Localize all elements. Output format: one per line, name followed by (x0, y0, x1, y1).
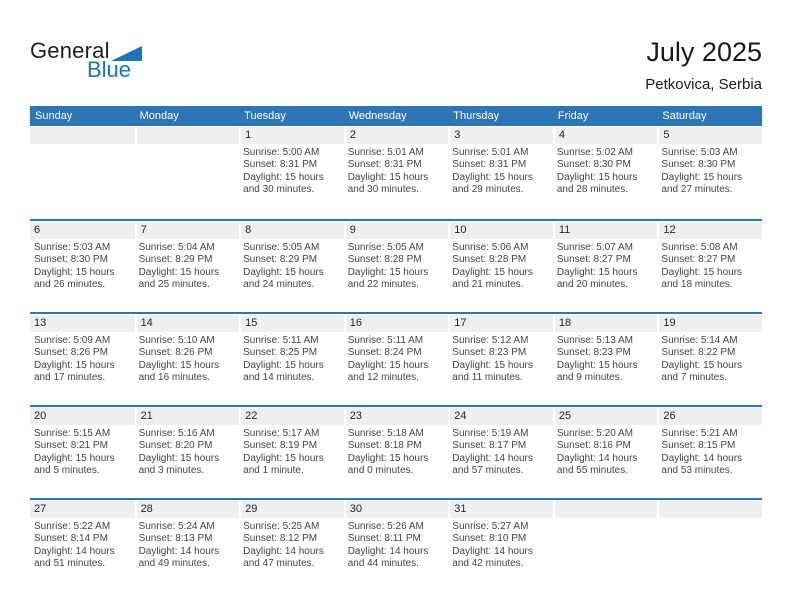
day-details (448, 518, 553, 571)
daylight-text-line2: and 53 minutes. (661, 465, 733, 477)
day-cell (30, 126, 135, 219)
daylight-text-line2: and 7 minutes. (661, 372, 728, 384)
weekday-header: Tuesday (244, 110, 286, 122)
sunset-text: Sunset: 8:10 PM (452, 533, 527, 545)
logo-text-general: General (30, 38, 110, 63)
daylight-text-line1: Daylight: 14 hours (556, 452, 638, 464)
weekday-header: Friday (557, 110, 589, 122)
day-number: 19 (657, 315, 762, 332)
day-number: 22 (239, 408, 344, 425)
day-number: 18 (553, 315, 658, 332)
day-details (553, 425, 658, 478)
location-subtitle: Petkovica, Serbia (645, 76, 762, 93)
daylight-text-line1: Daylight: 15 hours (347, 266, 429, 278)
day-details (448, 144, 553, 197)
day-number: 23 (344, 408, 449, 425)
day-cell (135, 221, 240, 312)
daylight-text-line2: and 11 minutes. (452, 372, 523, 384)
daylight-text-line1: Daylight: 14 hours (347, 545, 429, 557)
sunrise-text: Sunrise: 5:09 AM (34, 335, 111, 346)
daylight-text-line2: and 24 minutes. (243, 279, 315, 291)
sunrise-text: Sunrise: 5:15 AM (34, 428, 111, 439)
weekday-header: Saturday (662, 110, 707, 122)
sunrise-text: Sunrise: 5:11 AM (347, 335, 424, 346)
general-blue-logo (30, 38, 170, 83)
day-details (135, 332, 240, 385)
day-number: 25 (553, 408, 658, 425)
day-cell (448, 407, 553, 498)
daylight-text-line2: and 12 minutes. (347, 372, 419, 384)
day-cell (135, 500, 240, 591)
day-number: 13 (30, 315, 135, 332)
daylight-text-line2: and 1 minute. (243, 465, 304, 477)
sunset-text: Sunset: 8:29 PM (243, 254, 318, 266)
day-details (553, 332, 658, 385)
sunset-text: Sunset: 8:11 PM (347, 533, 421, 545)
daylight-text-line1: Daylight: 15 hours (34, 359, 115, 371)
page-header (30, 36, 762, 102)
sunrise-text: Sunrise: 5:22 AM (34, 521, 111, 532)
calendar-table (30, 106, 762, 591)
day-number: 29 (239, 501, 344, 518)
day-number: 10 (448, 222, 553, 239)
daylight-text-line1: Daylight: 15 hours (556, 171, 638, 183)
week-row (30, 405, 762, 498)
day-details (344, 518, 449, 571)
daylight-text-line1: Daylight: 15 hours (138, 266, 220, 278)
day-number-band (657, 501, 762, 518)
sunset-text: Sunset: 8:20 PM (138, 440, 213, 452)
day-number: 14 (135, 315, 240, 332)
day-details (657, 425, 762, 478)
daylight-text-line2: and 27 minutes. (661, 184, 733, 196)
daylight-text-line2: and 0 minutes. (347, 465, 414, 477)
daylight-text-line1: Daylight: 14 hours (243, 545, 324, 557)
day-cell (553, 126, 658, 219)
sunrise-text: Sunrise: 5:07 AM (556, 242, 633, 253)
daylight-text-line2: and 49 minutes. (138, 558, 210, 570)
day-details (448, 425, 553, 478)
day-details (30, 332, 135, 385)
day-number: 27 (30, 501, 135, 518)
day-details (30, 239, 135, 292)
sunset-text: Sunset: 8:24 PM (347, 347, 422, 359)
day-cell (135, 314, 240, 405)
daylight-text-line1: Daylight: 14 hours (138, 545, 220, 557)
daylight-text-line1: Daylight: 15 hours (347, 452, 429, 464)
day-cell (553, 221, 658, 312)
day-details (239, 332, 344, 385)
day-cell (657, 126, 762, 219)
daylight-text-line2: and 44 minutes. (347, 558, 419, 570)
sunrise-text: Sunrise: 5:03 AM (34, 242, 111, 253)
daylight-text-line1: Daylight: 15 hours (661, 359, 743, 371)
sunset-text: Sunset: 8:16 PM (556, 440, 631, 452)
daylight-text-line1: Daylight: 15 hours (452, 266, 533, 278)
sunrise-text: Sunrise: 5:18 AM (347, 428, 424, 439)
day-number: 6 (30, 222, 135, 239)
logo-text-blue: Blue (87, 57, 132, 82)
daylight-text-line1: Daylight: 15 hours (661, 171, 743, 183)
day-number: 17 (448, 315, 553, 332)
weekday-header-row (30, 106, 762, 126)
day-details (135, 425, 240, 478)
sunset-text: Sunset: 8:18 PM (347, 440, 422, 452)
day-number: 8 (239, 222, 344, 239)
day-details (657, 144, 762, 197)
daylight-text-line1: Daylight: 14 hours (452, 545, 533, 557)
sunset-text: Sunset: 8:28 PM (347, 254, 422, 266)
sunset-text: Sunset: 8:31 PM (243, 159, 318, 171)
daylight-text-line2: and 22 minutes. (347, 279, 419, 291)
sunrise-text: Sunrise: 5:04 AM (138, 242, 215, 253)
day-number: 24 (448, 408, 553, 425)
day-number: 21 (135, 408, 240, 425)
sunset-text: Sunset: 8:19 PM (243, 440, 318, 452)
day-cell (448, 126, 553, 219)
daylight-text-line1: Daylight: 15 hours (661, 266, 743, 278)
daylight-text-line1: Daylight: 15 hours (138, 452, 220, 464)
day-number: 26 (657, 408, 762, 425)
day-number-band (30, 127, 135, 144)
day-number: 30 (344, 501, 449, 518)
day-details (657, 239, 762, 292)
daylight-text-line2: and 3 minutes. (138, 465, 205, 477)
daylight-text-line1: Daylight: 15 hours (556, 266, 638, 278)
daylight-text-line1: Daylight: 15 hours (243, 452, 324, 464)
weekday-header: Sunday (35, 110, 73, 122)
sunrise-text: Sunrise: 5:25 AM (243, 521, 320, 532)
daylight-text-line2: and 42 minutes. (452, 558, 524, 570)
day-details (553, 144, 658, 197)
day-details (239, 239, 344, 292)
sunrise-text: Sunrise: 5:01 AM (347, 147, 424, 158)
day-cell (344, 407, 449, 498)
day-cell (239, 221, 344, 312)
day-details (657, 332, 762, 385)
day-number: 20 (30, 408, 135, 425)
day-cell (344, 221, 449, 312)
sunset-text: Sunset: 8:27 PM (661, 254, 736, 266)
sunset-text: Sunset: 8:12 PM (243, 533, 318, 545)
sunrise-text: Sunrise: 5:06 AM (452, 242, 529, 253)
day-cell (448, 500, 553, 591)
daylight-text-line2: and 17 minutes. (34, 372, 106, 384)
sunset-text: Sunset: 8:15 PM (661, 440, 736, 452)
daylight-text-line2: and 30 minutes. (243, 184, 315, 196)
sunrise-text: Sunrise: 5:12 AM (452, 335, 529, 346)
daylight-text-line2: and 5 minutes. (34, 465, 100, 477)
sunset-text: Sunset: 8:26 PM (138, 347, 213, 359)
day-cell (344, 126, 449, 219)
sunset-text: Sunset: 8:26 PM (34, 347, 108, 359)
sunrise-text: Sunrise: 5:20 AM (556, 428, 633, 439)
daylight-text-line2: and 28 minutes. (556, 184, 629, 196)
sunset-text: Sunset: 8:30 PM (661, 159, 736, 171)
sunrise-text: Sunrise: 5:02 AM (556, 147, 633, 158)
day-cell (448, 314, 553, 405)
daylight-text-line2: and 55 minutes. (556, 465, 629, 477)
sunset-text: Sunset: 8:28 PM (452, 254, 527, 266)
daylight-text-line1: Daylight: 15 hours (243, 359, 324, 371)
day-details (135, 239, 240, 292)
day-cell (135, 126, 240, 219)
daylight-text-line2: and 29 minutes. (452, 184, 524, 196)
week-row (30, 126, 762, 219)
day-number: 1 (239, 127, 344, 144)
calendar-weeks (30, 126, 762, 591)
day-details (553, 239, 658, 292)
day-cell (239, 407, 344, 498)
daylight-text-line1: Daylight: 15 hours (243, 266, 324, 278)
sunset-text: Sunset: 8:31 PM (452, 159, 527, 171)
sunrise-text: Sunrise: 5:17 AM (243, 428, 320, 439)
day-cell (553, 407, 658, 498)
daylight-text-line1: Daylight: 15 hours (34, 452, 115, 464)
day-details (239, 425, 344, 478)
week-row (30, 498, 762, 591)
sunrise-text: Sunrise: 5:14 AM (661, 335, 738, 346)
day-cell (30, 314, 135, 405)
day-number-band (553, 501, 658, 518)
daylight-text-line2: and 18 minutes. (661, 279, 733, 291)
day-details (239, 518, 344, 571)
sunrise-text: Sunrise: 5:19 AM (452, 428, 529, 439)
day-details (344, 332, 449, 385)
day-cell (30, 500, 135, 591)
sunset-text: Sunset: 8:27 PM (556, 254, 631, 266)
day-cell (448, 221, 553, 312)
sunset-text: Sunset: 8:23 PM (452, 347, 527, 359)
day-details (344, 425, 449, 478)
sunset-text: Sunset: 8:30 PM (34, 254, 108, 266)
day-number: 15 (239, 315, 344, 332)
daylight-text-line1: Daylight: 15 hours (556, 359, 638, 371)
sunrise-text: Sunrise: 5:11 AM (243, 335, 319, 346)
daylight-text-line2: and 21 minutes. (452, 279, 524, 291)
daylight-text-line1: Daylight: 15 hours (452, 359, 533, 371)
daylight-text-line1: Daylight: 15 hours (347, 359, 429, 371)
daylight-text-line1: Daylight: 14 hours (661, 452, 743, 464)
day-cell (30, 407, 135, 498)
sunset-text: Sunset: 8:13 PM (138, 533, 213, 545)
sunrise-text: Sunrise: 5:01 AM (452, 147, 529, 158)
day-details (448, 332, 553, 385)
day-number: 5 (657, 127, 762, 144)
day-cell (344, 500, 449, 591)
day-cell (657, 407, 762, 498)
daylight-text-line2: and 47 minutes. (243, 558, 315, 570)
sunrise-text: Sunrise: 5:24 AM (138, 521, 215, 532)
sunrise-text: Sunrise: 5:27 AM (452, 521, 529, 532)
sunset-text: Sunset: 8:23 PM (556, 347, 631, 359)
sunrise-text: Sunrise: 5:05 AM (347, 242, 424, 253)
day-details (344, 144, 449, 197)
daylight-text-line2: and 57 minutes. (452, 465, 524, 477)
day-details (448, 239, 553, 292)
sunset-text: Sunset: 8:14 PM (34, 533, 108, 545)
sunset-text: Sunset: 8:25 PM (243, 347, 318, 359)
sunrise-text: Sunrise: 5:00 AM (243, 147, 320, 158)
daylight-text-line1: Daylight: 15 hours (34, 266, 115, 278)
day-details (135, 518, 240, 571)
sunset-text: Sunset: 8:17 PM (452, 440, 527, 452)
daylight-text-line2: and 30 minutes. (347, 184, 419, 196)
daylight-text-line2: and 9 minutes. (556, 372, 623, 384)
day-details (30, 518, 135, 571)
daylight-text-line2: and 51 minutes. (34, 558, 106, 570)
page-title: July 2025 (646, 37, 762, 67)
day-number: 7 (135, 222, 240, 239)
daylight-text-line2: and 16 minutes. (138, 372, 210, 384)
day-number: 2 (344, 127, 449, 144)
day-number: 16 (344, 315, 449, 332)
day-number: 11 (553, 222, 658, 239)
day-cell (239, 500, 344, 591)
daylight-text-line1: Daylight: 15 hours (452, 171, 533, 183)
sunset-text: Sunset: 8:31 PM (347, 159, 422, 171)
day-cell (135, 407, 240, 498)
sunrise-text: Sunrise: 5:08 AM (661, 242, 738, 253)
day-number: 31 (448, 501, 553, 518)
day-number: 3 (448, 127, 553, 144)
day-details (344, 239, 449, 292)
daylight-text-line1: Daylight: 15 hours (138, 359, 220, 371)
sunset-text: Sunset: 8:30 PM (556, 159, 631, 171)
daylight-text-line1: Daylight: 15 hours (347, 171, 429, 183)
day-number: 28 (135, 501, 240, 518)
daylight-text-line1: Daylight: 14 hours (452, 452, 533, 464)
day-cell (657, 500, 762, 591)
day-cell (239, 314, 344, 405)
daylight-text-line2: and 25 minutes. (138, 279, 210, 291)
sunrise-text: Sunrise: 5:21 AM (661, 428, 738, 439)
day-number-band (135, 127, 240, 144)
sunrise-text: Sunrise: 5:26 AM (347, 521, 424, 532)
sunrise-text: Sunrise: 5:13 AM (556, 335, 633, 346)
daylight-text-line1: Daylight: 14 hours (34, 545, 115, 557)
sunrise-text: Sunrise: 5:03 AM (661, 147, 738, 158)
sunrise-text: Sunrise: 5:16 AM (138, 428, 215, 439)
day-number: 4 (553, 127, 658, 144)
weekday-header: Wednesday (348, 110, 407, 122)
weekday-header: Monday (139, 110, 179, 122)
daylight-text-line1: Daylight: 15 hours (243, 171, 324, 183)
day-cell (344, 314, 449, 405)
day-cell (657, 314, 762, 405)
sunset-text: Sunset: 8:22 PM (661, 347, 736, 359)
day-cell (553, 314, 658, 405)
day-cell (553, 500, 658, 591)
week-row (30, 219, 762, 312)
sunrise-text: Sunrise: 5:10 AM (138, 335, 215, 346)
day-cell (30, 221, 135, 312)
day-number: 9 (344, 222, 449, 239)
day-number: 12 (657, 222, 762, 239)
daylight-text-line2: and 20 minutes. (556, 279, 629, 291)
sunset-text: Sunset: 8:29 PM (138, 254, 213, 266)
sunrise-text: Sunrise: 5:05 AM (243, 242, 320, 253)
daylight-text-line2: and 14 minutes. (243, 372, 315, 384)
day-cell (239, 126, 344, 219)
day-details (239, 144, 344, 197)
day-cell (657, 221, 762, 312)
daylight-text-line2: and 26 minutes. (34, 279, 106, 291)
day-details (30, 425, 135, 478)
weekday-header: Thursday (453, 110, 500, 122)
sunset-text: Sunset: 8:21 PM (34, 440, 108, 452)
week-row (30, 312, 762, 405)
